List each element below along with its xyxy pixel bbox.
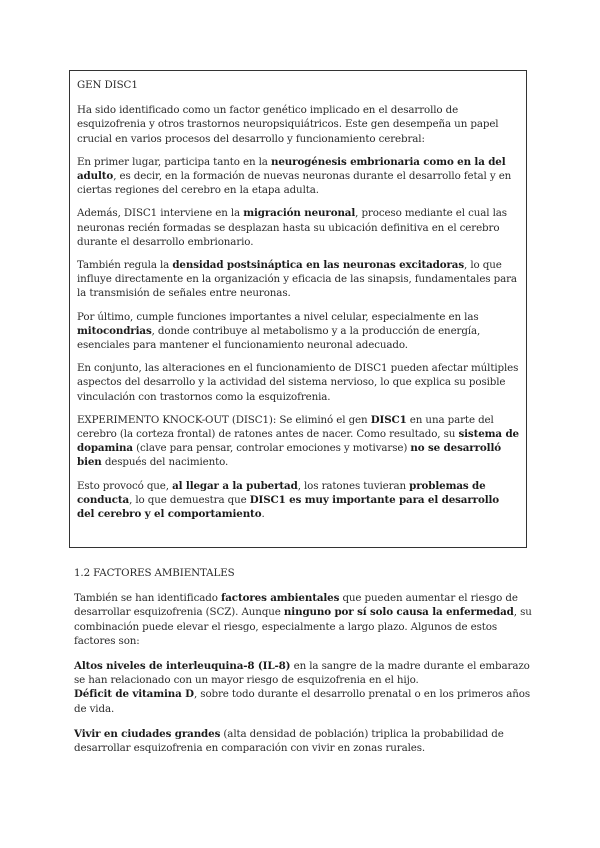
text-span: después del nacimiento. xyxy=(101,456,229,469)
environmental-factors-section xyxy=(74,566,532,766)
bold-term: DISC1 es muy importante para el desarrollo del cerebro y el comportamiento xyxy=(77,493,500,521)
text-span: que pueden aumentar el riesgo de desarrollar esquizofrenia (SCZ). Aunque xyxy=(74,592,518,619)
section-heading: 1.2 FACTORES AMBIENTALES xyxy=(74,567,235,579)
bold-term: no se desarrolló bien xyxy=(77,442,501,469)
text-span: , lo que demuestra que xyxy=(129,493,250,506)
text-span: , lo que influye directamente en la organización y eficacia de las sinapsis, fundamentales para la transmisión de señales entre neuronas. xyxy=(77,259,517,300)
bold-term: mitocondrias xyxy=(77,324,152,337)
text-span: , su combinación puede elevar el riesgo, especialmente a largo plazo. Algunos de estos factores son: xyxy=(74,606,532,647)
text-span: Además, DISC1 interviene en la xyxy=(77,207,244,220)
section-intro-paragraph xyxy=(74,591,532,648)
bold-term: migración neuronal xyxy=(243,207,356,220)
text-span: , sobre todo durante el desarrollo prenatal o en los primeros años de vida. xyxy=(74,688,530,715)
text-span: , donde contribuye al metabolismo y a la producción de energía, esenciales para mantener el funcionamiento neuronal adecuado. xyxy=(77,324,481,352)
text-span: , los ratones tuvieran xyxy=(297,479,410,492)
bold-term: Altos niveles de interleuquina-8 (IL-8) xyxy=(74,660,291,673)
conclusion-paragraph: En conjunto, las alteraciones en el funcionamiento de DISC1 pueden afectar múltiples aspectos del desarrollo y la actividad del sistema nervioso, lo que explica su posible vinculación con trastornos como la esquizofrenia. xyxy=(77,362,519,403)
text-span: (alta densidad de población) triplica la probabilidad de desarrollar esquizofrenia en comparación con vivir en zonas rurales. xyxy=(74,727,504,755)
knockout-experiment-paragraph xyxy=(77,413,519,470)
bold-term: ninguno por sí solo causa la enfermedad xyxy=(283,606,514,619)
bold-term: Déficit de vitamina D xyxy=(74,688,194,701)
text-span: (clave para pensar, controlar emociones y motivarse) xyxy=(132,442,411,455)
factor-il8 xyxy=(74,659,532,687)
text-span: EXPERIMENTO KNOCK-OUT (DISC1): Se eliminó el gen xyxy=(77,413,371,426)
bold-term: Vivir en ciudades grandes xyxy=(74,727,221,740)
migration-paragraph xyxy=(77,206,519,249)
text-span: También regula la xyxy=(77,259,173,272)
text-span: , proceso mediante el cual las neuronas recién formadas se desplazan hasta su ubicación definitiva en el cerebro durante el desarrollo embrionario. xyxy=(77,207,507,248)
text-span: en la sangre de la madre durante el embarazo se han relacionado con un mayor riesgo de esquizofrenia en el hijo. xyxy=(74,660,530,687)
text-span: También se han identificado xyxy=(74,592,221,605)
mitochondria-paragraph xyxy=(77,310,519,353)
text-span: Esto provocó que, xyxy=(77,479,173,492)
text-span: , es decir, en la formación de nuevas neuronas durante el desarrollo fetal y en ciertas regiones del cerebro en la etapa adulta. xyxy=(77,170,512,197)
bold-term: al llegar a la pubertad xyxy=(172,479,298,492)
bold-term: factores ambientales xyxy=(220,592,340,605)
text-span: en una parte del cerebro (la corteza frontal) de ratones antes de nacer. Como resultado, su xyxy=(77,413,494,441)
factor-big-cities xyxy=(74,727,532,755)
bold-term: problemas de conducta xyxy=(77,479,486,506)
neurogenesis-paragraph xyxy=(77,155,519,198)
box-title: GEN DISC1 xyxy=(77,79,138,91)
postsynaptic-paragraph xyxy=(77,258,519,301)
bold-term: densidad postsináptica en las neuronas excitadoras xyxy=(172,259,465,272)
disc1-info-box xyxy=(69,70,527,548)
box-intro-paragraph: Ha sido identificado como un factor genético implicado en el desarrollo de esquizofrenia y otros trastornos neuropsiquiátricos. Este gen desempeña un papel crucial en varios procesos del desarrollo y funcionamiento cerebral: xyxy=(77,104,499,145)
factor-vitamin-d xyxy=(74,687,532,715)
text-span: . xyxy=(261,508,265,521)
bold-term: sistema de dopamina xyxy=(77,428,519,455)
text-span: En primer lugar, participa tanto en la xyxy=(77,155,271,168)
text-span: Por último, cumple funciones importantes a nivel celular, especialmente en las xyxy=(77,310,479,323)
bold-term: neurogénesis embrionaria como en la del adulto xyxy=(77,155,506,183)
puberty-result-paragraph xyxy=(77,479,519,522)
bold-term: DISC1 xyxy=(370,413,407,426)
